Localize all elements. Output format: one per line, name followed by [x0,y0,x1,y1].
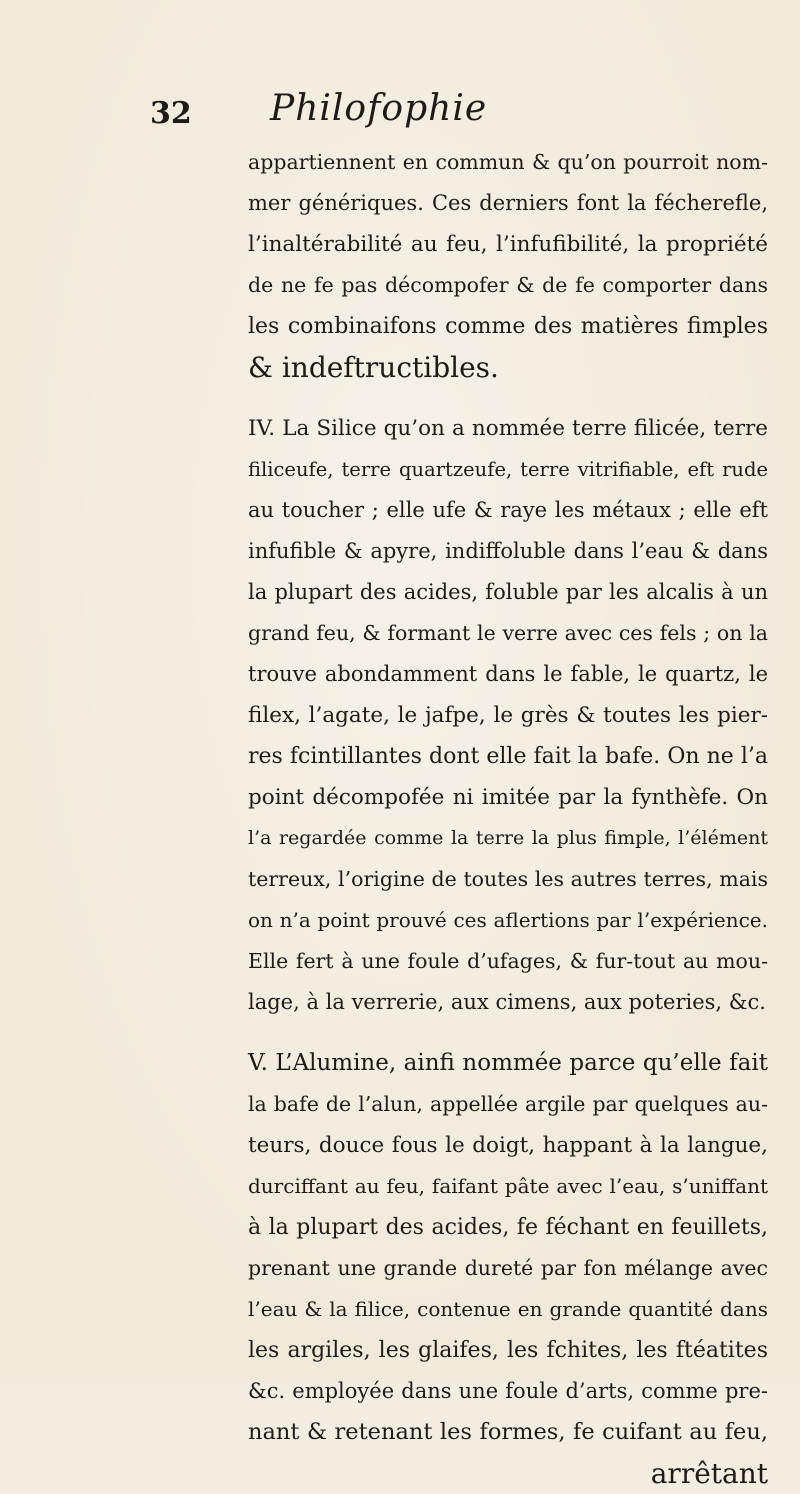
text-line: au toucher ; elle ufe & raye les métaux ; elle eft [248,498,768,522]
text-line: res fcintillantes dont elle fait la bafe. On ne l’a [248,744,768,769]
text-line: point décompofée ni imitée par la fynthèfe. On [248,785,768,810]
page-header [150,88,710,136]
text-line: Elle fert à une foule d’ufages, & fur-tout au mou- [248,949,768,973]
text-line: grand feu, & formant le verre avec ces fels ; on la [248,621,768,645]
text-line: trouve abondamment dans le fable, le quartz, le [248,662,768,686]
text-line: de ne fe pas décompofer & de fe comporter dans [248,273,768,297]
text-line: la plupart des acides, foluble par les alcalis à un [248,580,768,604]
text-line: l’eau & la filice, contenue en grande quantité dans [248,1297,768,1321]
text-line: durciffant au feu, faifant pâte avec l’eau, s’uniffant [248,1174,768,1198]
text-line: terreux, l’origine de toutes les autres terres, mais [248,867,768,891]
text-line: l’a regardée comme la terre la plus fimple, l’élément [248,827,768,849]
text-line: IV. La Silice qu’on a nommée terre filicée, terre [248,416,768,441]
text-line: à la plupart des acides, fe féchant en feuillets, [248,1215,768,1240]
text-line: les combinaifons comme des matières fimples [248,314,768,339]
text-line: les argiles, les glaifes, les fchites, les ftéatites [248,1338,768,1363]
text-line: appartiennent en commun & qu’on pourroit nom- [248,150,768,174]
text-line: infufible & apyre, indiffoluble dans l’eau & dans [248,539,768,563]
paragraph-gap [248,1023,768,1043]
body-text [248,142,768,1494]
text-line: V. L’Alumine, ainfi nommée parce qu’elle fait [248,1050,768,1076]
text-line: l’inaltérabilité au feu, l’infufibilité, la propriété [248,232,768,257]
running-title: Philofophie [270,88,488,129]
text-line: filex, l’agate, le jafpe, le grès & toutes les pier- [248,703,768,728]
text-line: nant & retenant les formes, fe cuifant au feu, [248,1419,768,1445]
text-line: &c. employée dans une foule d’arts, comme pre- [248,1379,768,1403]
page-number: 32 [150,96,192,131]
text-line: teurs, douce fous le doigt, happant à la langue, [248,1133,768,1158]
text-line: filiceufe, terre quartzeufe, terre vitrifiable, eft rude [248,458,768,481]
text-line: lage, à la verrerie, aux cimens, aux poteries, &c. [248,990,766,1014]
text-line: on n’a point prouvé ces aflertions par l’expérience. [248,908,768,932]
text-line: prenant une grande dureté par fon mélange avec [248,1256,768,1280]
catchword: arrêtant [650,1457,768,1490]
text-line: la bafe de l’alun, appellée argile par quelques au- [248,1092,768,1116]
paragraph-gap [248,388,768,408]
text-line: & indeftructibles. [248,351,499,384]
text-line: mer génériques. Ces derniers font la fécherefle, [248,191,768,215]
